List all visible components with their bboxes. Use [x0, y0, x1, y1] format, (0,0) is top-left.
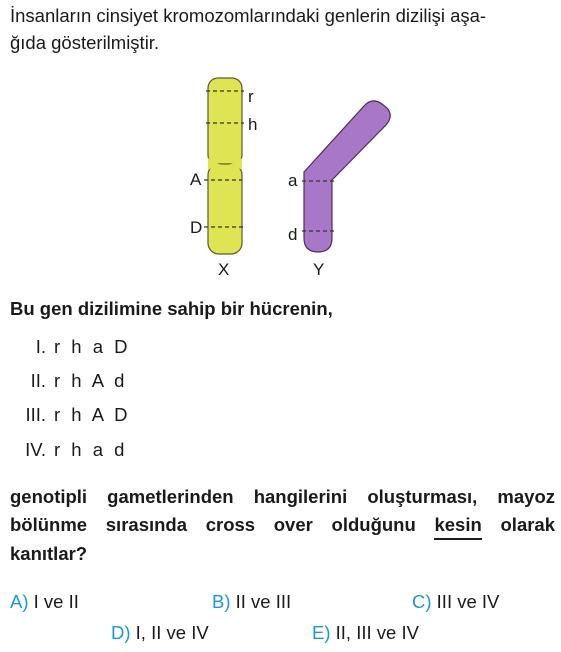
intro-line-1: İnsanların cinsiyet kromozomlarındaki genlerin dizilişi aşa-: [10, 5, 487, 26]
option-iv: [0, 439, 127, 461]
option-value: r h A d: [54, 370, 128, 391]
followup-line-2: [10, 511, 555, 540]
option-ii: [0, 370, 127, 392]
answer-letter: A): [10, 591, 29, 612]
answer-text: I ve II: [33, 591, 79, 612]
gene-label-A: A: [190, 170, 202, 189]
option-i: [0, 336, 131, 358]
answer-letter: C): [412, 591, 432, 612]
option-numeral: I.: [35, 336, 46, 357]
x-chromosome-label: X: [218, 260, 230, 279]
answer-c[interactable]: [412, 591, 499, 613]
option-numeral: IV.: [25, 439, 46, 460]
followup-question: [10, 483, 555, 568]
intro-line-2: ğıda gösterilmiştir.: [10, 32, 160, 53]
option-value: r h a D: [54, 336, 131, 357]
chromosome-figure: [0, 0, 561, 290]
underlined-word: kesin: [434, 514, 481, 540]
answer-a[interactable]: [10, 591, 79, 613]
option-value: r h a d: [54, 439, 128, 460]
gene-label-a: a: [288, 171, 298, 190]
gene-label-d: d: [288, 225, 298, 244]
option-numeral: III.: [25, 404, 46, 425]
y-chromosome: [288, 101, 390, 279]
answer-text: II ve III: [235, 591, 292, 612]
x-chromosome: [190, 78, 257, 279]
answer-d[interactable]: [111, 622, 209, 644]
answer-e[interactable]: [312, 622, 419, 644]
followup-line-1: genotipli gametlerinden hangilerini oluşturması, mayoz: [10, 486, 555, 507]
answer-text: III ve IV: [436, 591, 500, 612]
followup-line-2-start: bölünme sırasında cross over olduğunu: [10, 514, 416, 535]
answer-letter: E): [312, 622, 331, 643]
followup-line-3: kanıtlar?: [10, 543, 88, 564]
answer-b[interactable]: [212, 591, 291, 613]
answer-letter: D): [111, 622, 131, 643]
y-chromosome-body: [304, 101, 390, 252]
option-value: r h A D: [54, 404, 131, 425]
y-chromosome-label: Y: [313, 260, 325, 279]
gene-label-h: h: [248, 115, 258, 134]
option-iii: [0, 404, 131, 426]
answer-text: II, III ve IV: [335, 622, 419, 643]
gene-label-r: r: [248, 87, 254, 106]
answer-letter: B): [212, 591, 231, 612]
answer-text: I, II ve IV: [135, 622, 209, 643]
x-chromosome-lower-arm: [208, 164, 242, 254]
followup-line-2-end: olarak: [500, 514, 556, 535]
gene-label-D: D: [190, 218, 203, 237]
question-text: Bu gen dizilimine sahip bir hücrenin,: [10, 298, 333, 319]
option-numeral: II.: [30, 370, 46, 391]
